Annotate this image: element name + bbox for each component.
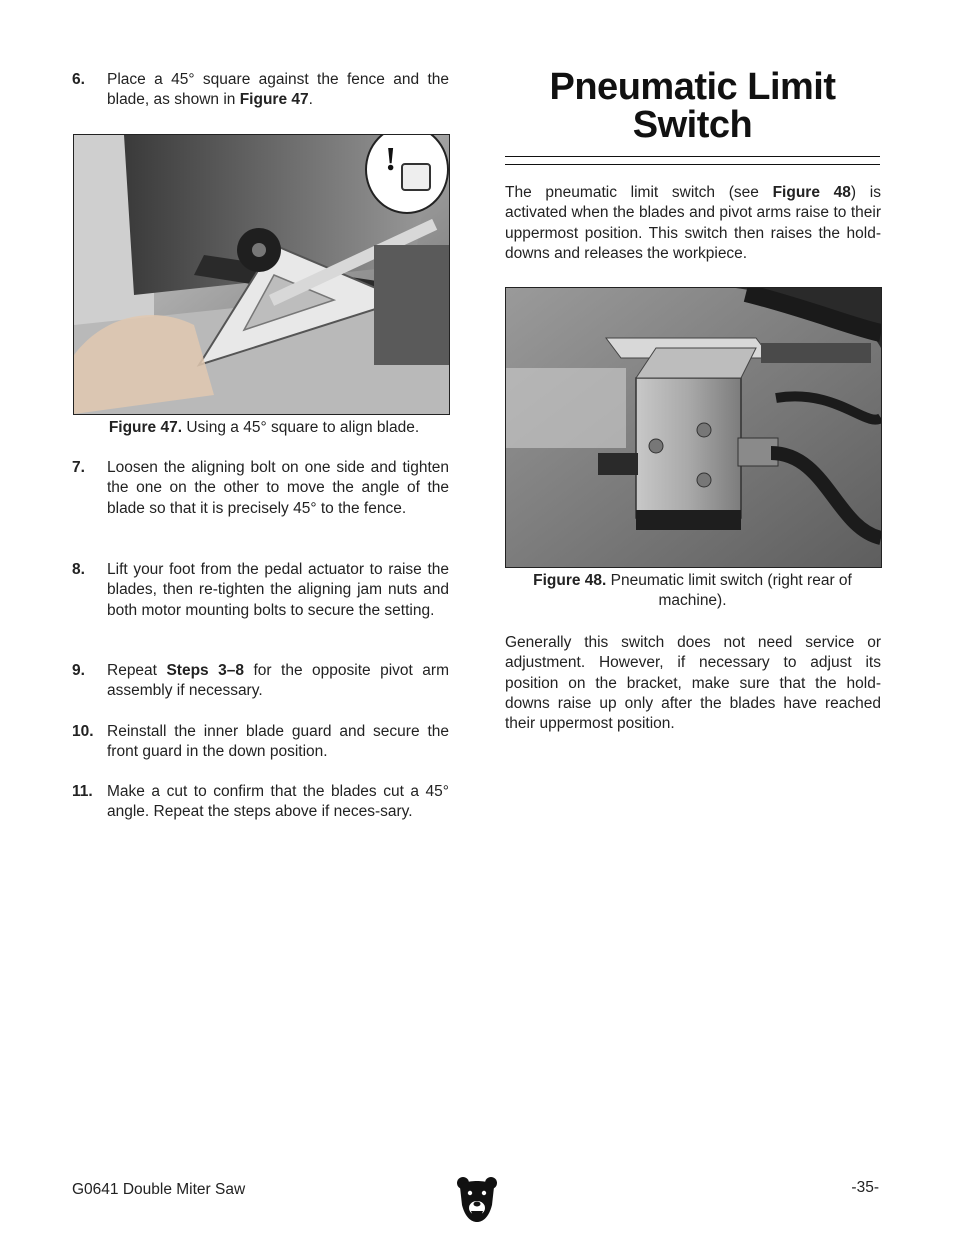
- page-number: -35-: [851, 1179, 879, 1196]
- limit-switch-photo: [506, 288, 881, 567]
- step-11: [72, 782, 449, 823]
- step-number: 7.: [72, 459, 85, 476]
- step-8: [72, 560, 449, 621]
- figure-48-image: [505, 287, 882, 568]
- figure-47-image: [73, 134, 450, 415]
- step-7: [72, 458, 449, 519]
- step-6: [72, 70, 449, 111]
- step-text: Make a cut to confirm that the blades cut a 45° angle. Repeat the steps above if neces-sary.: [107, 783, 449, 821]
- footer-manual-title: G0641 Double Miter Saw: [72, 1181, 246, 1198]
- step-number: 9.: [72, 662, 85, 679]
- step-number: 8.: [72, 561, 85, 578]
- bear-logo: [456, 1175, 498, 1223]
- figure-48-caption: Figure 48. Pneumatic limit switch (right rear of machine).: [533, 572, 852, 610]
- figure-47-caption: Figure 47. Using a 45° square to align blade.: [108, 419, 420, 436]
- step-number: 6.: [72, 71, 85, 88]
- step-text: Loosen the aligning bolt on one side and tighten the one on the other to move the angle of the blade so that it is precisely 45° to the fence.: [107, 459, 449, 517]
- step-number: 11.: [72, 783, 93, 800]
- step-text: Reinstall the inner blade guard and secure the front guard in the down position.: [107, 723, 449, 761]
- intro-paragraph: The pneumatic limit switch (see Figure 48) is activated when the blades and pivot arms raise to their uppermost position. This switch then raises the hold-downs and releases the workpiece.: [505, 184, 881, 262]
- step-number: 10.: [72, 723, 94, 740]
- section-title: Pneumatic Limit Switch: [549, 66, 836, 146]
- plug-icon: [401, 163, 431, 191]
- body-paragraph: Generally this switch does not need service or adjustment. However, if necessary to adjust its position on the bracket, make sure that the hold-downs raise up only after the blades have reached their uppermost position.: [505, 634, 881, 733]
- title-rule: [505, 156, 880, 157]
- exclamation-icon: !: [385, 141, 397, 178]
- step-9: [72, 661, 449, 702]
- title-rule-thin: [505, 164, 880, 165]
- step-text: Repeat Steps 3–8 for the opposite pivot arm assembly if necessary.: [107, 662, 449, 700]
- step-10: [72, 722, 449, 763]
- step-text: Lift your foot from the pedal actuator to raise the blades, then re-tighten the aligning jam nuts and both motor mounting bolts to secure the setting.: [107, 561, 449, 619]
- step-text: Place a 45° square against the fence and the blade, as shown in Figure 47.: [107, 71, 449, 109]
